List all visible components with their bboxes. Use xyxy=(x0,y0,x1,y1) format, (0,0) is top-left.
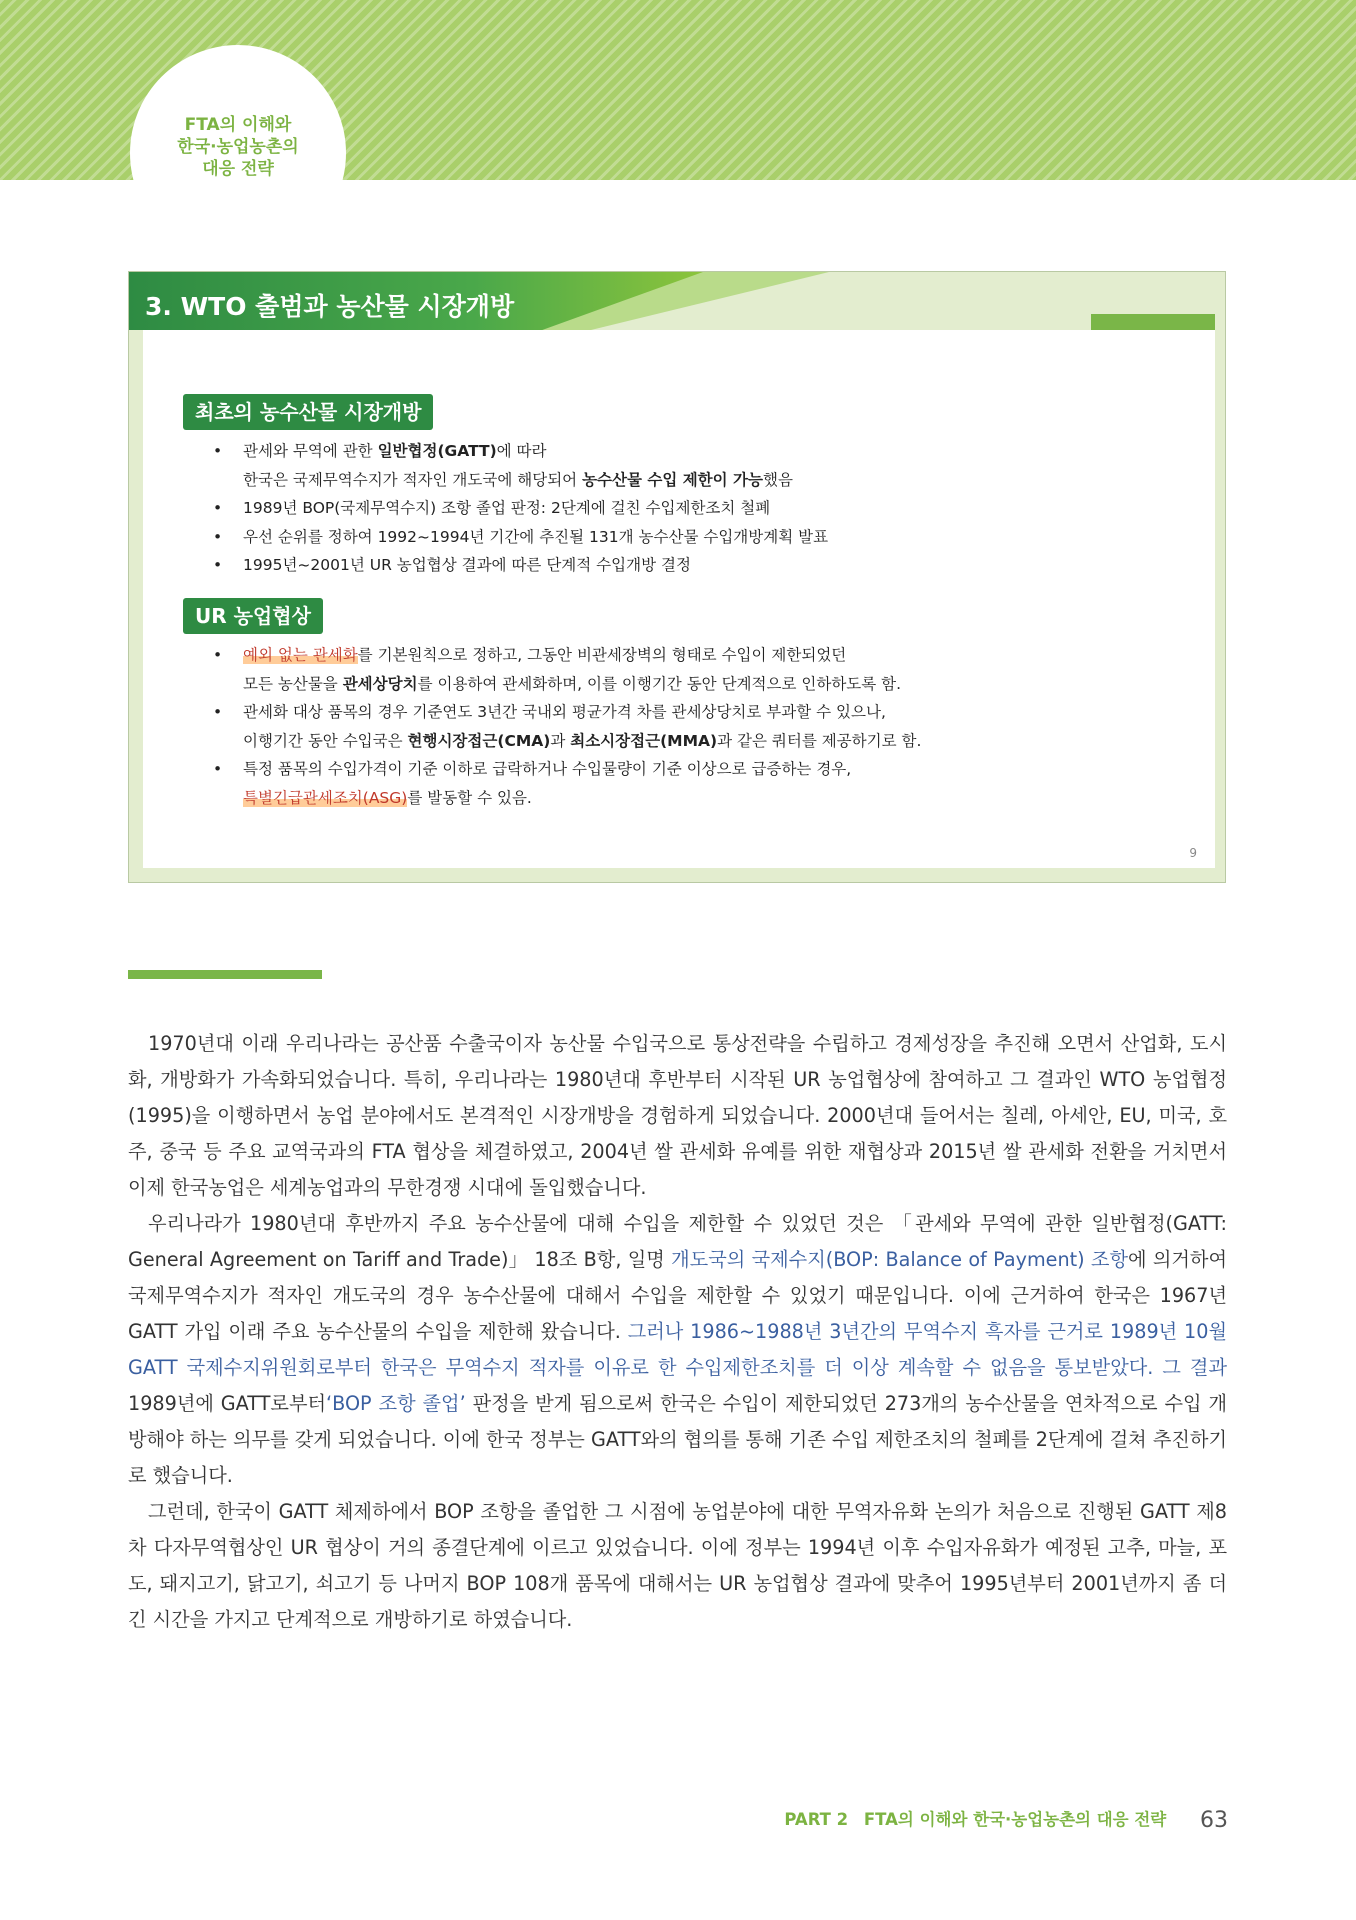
text: 를 발동할 수 있음. xyxy=(407,788,532,807)
highlighted-term: 예외 없는 관세화 xyxy=(243,646,358,664)
emphasis-text: 개도국의 국제수지(BOP: Balance of Payment) 조항 xyxy=(671,1248,1128,1271)
slide-page-number: 9 xyxy=(1189,846,1197,860)
text: 과 xyxy=(550,731,571,750)
slide-accent-bar xyxy=(1091,314,1215,330)
bold-term: 관세상당치 xyxy=(342,674,418,693)
bullet-line xyxy=(243,466,1213,495)
text: 과 같은 쿼터를 제공하기로 함. xyxy=(717,731,922,750)
bullet-line xyxy=(243,784,1213,813)
bullet-item xyxy=(213,698,1213,755)
text: 했음 xyxy=(762,470,793,489)
text: 에 의거하여 국제무역수지가 적자인 개도국의 경우 농수산물에 대해서 수입을 제한할 수 있었기 때문입니다. 이에 근거하여 한국은 1967년 GATT 가입 이래 주요 농수산물의 수입을 제한해 왔습니다. xyxy=(128,1248,1227,1343)
text: 판정을 받게 됨으로써 한국은 수입이 제한되었던 273개의 농수산물을 연차적으로 수입 개방해야 하는 의무를 갖게 되었습니다. 이에 한국 정부는 GATT와의 협의를 통해 기존 수입 제한조치의 철폐를 2단계에 걸쳐 추진하기로 했습니다. xyxy=(128,1392,1227,1487)
emphasis-text: 그러나 1986~1988년 3년간의 무역수지 흑자를 근거로 1989년 10월 GATT 국제수지위원회로부터 한국은 무역수지 적자를 이유로 한 수입제한조치를 더 이상 계속할 수 없음을 통보받았다. 그 결과 xyxy=(128,1320,1227,1379)
bullet-item xyxy=(213,755,1213,812)
text: 한국은 국제무역수지가 적자인 개도국에 해당되어 xyxy=(243,470,583,489)
paragraph xyxy=(128,1206,1227,1494)
header-band-edge xyxy=(0,180,1356,280)
section-tag-market-opening: 최초의 농수산물 시장개방 xyxy=(183,394,433,430)
page-number: 63 xyxy=(1200,1808,1228,1833)
text: 1989년에 GATT로부터 xyxy=(128,1392,327,1415)
text: 를 이용하여 관세화하며, 이를 이행기간 동안 단계적으로 인하하도록 함. xyxy=(417,674,902,693)
text: 에 따라 xyxy=(496,442,547,460)
body-text xyxy=(128,1026,1227,1638)
bold-term: 농수산물 수입 제한이 가능 xyxy=(582,470,763,489)
bullet-list-ur-negotiation xyxy=(213,641,1213,812)
text: 관세와 무역에 관한 xyxy=(243,442,378,460)
footer-title: FTA의 이해와 한국·농업농촌의 대응 전략 xyxy=(863,1810,1167,1829)
emphasis-text: ‘BOP 조항 졸업’ xyxy=(326,1392,466,1415)
highlighted-term: 특별긴급관세조치(ASG) xyxy=(243,788,408,807)
bullet-line xyxy=(243,727,1213,756)
slide-content xyxy=(143,330,1215,868)
bullet-line xyxy=(243,641,1213,670)
section-divider xyxy=(128,970,322,979)
bullet-item xyxy=(213,437,1213,494)
bullet-item: • 1995년~2001년 UR 농업협상 결과에 따른 단계적 수입개방 결정 xyxy=(213,551,1213,580)
bullet-line: • 특정 품목의 수입가격이 기준 이하로 급락하거나 수입물량이 기준 이상으로 급증하는 경우, xyxy=(243,760,852,778)
chapter-title xyxy=(130,114,346,180)
bold-term: 최소시장접근(MMA) xyxy=(570,731,718,750)
bullet-item xyxy=(213,641,1213,698)
bullet-line xyxy=(243,670,1213,699)
bold-term: 현행시장접근(CMA) xyxy=(407,731,551,750)
text: 이행기간 동안 수입국은 xyxy=(243,731,408,750)
text: 를 기본원칙으로 정하고, 그동안 비관세장벽의 형태로 수입이 제한되었던 xyxy=(357,646,847,664)
section-tag-ur-negotiation: UR 농업협상 xyxy=(183,598,323,634)
slide-title: 3. WTO 출범과 농산물 시장개방 xyxy=(145,292,515,321)
bullet-line xyxy=(243,437,1213,466)
bullet-item: • 1989년 BOP(국제무역수지) 조항 졸업 판정: 2단계에 걸친 수입제한조치 철폐 xyxy=(213,494,1213,523)
paragraph: 1970년대 이래 우리나라는 공산품 수출국이자 농산물 수입국으로 통상전략을 수립하고 경제성장을 추진해 오면서 산업화, 도시화, 개방화가 가속화되었습니다. 특히, 우리나라는 1980년대 후반부터 시작된 UR 농업협상에 참여하고 그 결과인 WTO 농업협정(1995)을 이행하면서 농업 분야에서도 본격적인 시장개방을 경험하게 되었습니다. 2000년대 들어서는 칠레, 아세안, EU, 미국, 호주, 중국 등 주요 교역국과의 FTA 협상을 체결하였고, 2004년 쌀 관세화 유예를 위한 재협상과 2015년 쌀 관세화 전환을 거치면서 이제 한국농업은 세계농업과의 무한경쟁 시대에 돌입했습니다. xyxy=(128,1032,1227,1199)
chapter-title-line: 대응 전략 xyxy=(202,159,274,179)
chapter-title-line: FTA의 이해와 xyxy=(184,115,292,135)
slide-figure xyxy=(128,271,1226,883)
chapter-title-line: 한국·농업농촌의 xyxy=(177,137,299,157)
bold-term: 일반협정(GATT) xyxy=(377,442,497,460)
footer-part: PART 2 xyxy=(784,1810,849,1829)
paragraph: 그런데, 한국이 GATT 체제하에서 BOP 조항을 졸업한 그 시점에 농업분야에 대한 무역자유화 논의가 처음으로 진행된 GATT 제8차 다자무역협상인 UR 협상이 거의 종결단계에 이르고 있었습니다. 이에 정부는 1994년 이후 수입자유화가 예정된 고추, 마늘, 포도, 돼지고기, 닭고기, 쇠고기 등 나머지 BOP 108개 품목에 대해서는 UR 농업협상 결과에 맞추어 1995년부터 2001년까지 좀 더 긴 시간을 가지고 단계적으로 개방하기로 하였습니다. xyxy=(128,1500,1227,1631)
text: 우리나라가 1980년대 후반까지 주요 농수산물에 대해 수입을 제한할 수 있었던 것은 「관세와 무역에 관한 일반협정(GATT: General Agreement on Tariff and Trade)」 18조 B항, 일명 xyxy=(128,1212,1227,1271)
bullet-line: • 관세화 대상 품목의 경우 기준연도 3년간 국내외 평균가격 차를 관세상당치로 부과할 수 있으나, xyxy=(243,703,886,721)
bullet-item: • 우선 순위를 정하여 1992~1994년 기간에 추진될 131개 농수산물 수입개방계획 발표 xyxy=(213,523,1213,552)
page-footer xyxy=(784,1806,1228,1833)
text: 모든 농산물을 xyxy=(243,674,343,693)
bullet-list-market-opening xyxy=(213,437,1213,580)
